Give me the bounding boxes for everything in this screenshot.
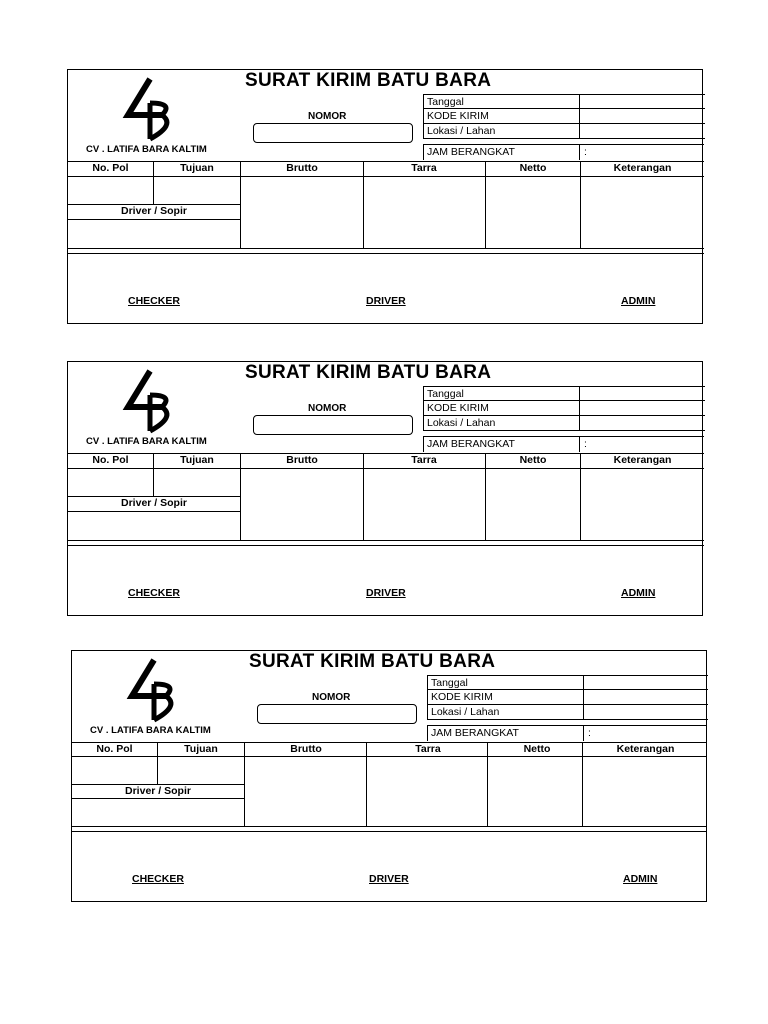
- driver-sopir-label: Driver / Sopir: [125, 785, 191, 797]
- nomor-field[interactable]: [253, 123, 413, 143]
- slip-title: SURAT KIRIM BATU BARA: [249, 651, 496, 672]
- nomor-label: NOMOR: [308, 111, 347, 122]
- col-header-tarra: Tarra: [411, 162, 437, 174]
- admin-signature: ADMIN: [621, 587, 656, 599]
- col-header-no-pol: No. Pol: [92, 454, 129, 466]
- delivery-slip-1: [67, 69, 703, 324]
- nomor-field[interactable]: [253, 415, 413, 435]
- info-row-kode-kirim[interactable]: [424, 109, 705, 124]
- info-label: Tanggal: [427, 388, 464, 400]
- jam-colon: :: [588, 727, 591, 739]
- checker-signature: CHECKER: [128, 295, 180, 307]
- delivery-slip-3: [71, 650, 707, 902]
- info-table: [423, 386, 705, 431]
- info-table: [427, 675, 708, 720]
- col-header-keterangan: Keterangan: [613, 454, 672, 466]
- nomor-label: NOMOR: [312, 692, 351, 703]
- jam-berangkat-label: JAM BERANGKAT: [427, 438, 515, 450]
- col-header-brutto: Brutto: [290, 743, 322, 755]
- col-header-brutto: Brutto: [286, 162, 318, 174]
- admin-signature: ADMIN: [623, 873, 658, 885]
- col-header-no-pol: No. Pol: [96, 743, 133, 755]
- driver-signature: DRIVER: [366, 295, 406, 307]
- info-row-kode-kirim[interactable]: [428, 690, 708, 705]
- col-header-keterangan: Keterangan: [616, 743, 675, 755]
- info-row-tanggal[interactable]: [428, 675, 708, 690]
- driver-sopir-label: Driver / Sopir: [121, 497, 187, 509]
- company-name: CV . LATIFA BARA KALTIM: [90, 725, 211, 736]
- slip-title: SURAT KIRIM BATU BARA: [245, 362, 492, 383]
- admin-signature: ADMIN: [621, 295, 656, 307]
- nomor-label: NOMOR: [308, 403, 347, 414]
- slip-title: SURAT KIRIM BATU BARA: [245, 70, 492, 91]
- info-label: KODE KIRIM: [427, 110, 489, 122]
- company-name: CV . LATIFA BARA KALTIM: [86, 436, 207, 447]
- company-name: CV . LATIFA BARA KALTIM: [86, 144, 207, 155]
- info-row-tanggal[interactable]: [424, 94, 705, 109]
- info-table: [423, 94, 705, 139]
- col-header-keterangan: Keterangan: [613, 162, 672, 174]
- col-header-tarra: Tarra: [415, 743, 441, 755]
- col-header-tarra: Tarra: [411, 454, 437, 466]
- company-logo: [124, 656, 184, 724]
- info-label: Tanggal: [427, 96, 464, 108]
- col-header-brutto: Brutto: [286, 454, 318, 466]
- nomor-field[interactable]: [257, 704, 417, 724]
- info-row-lokasi[interactable]: [424, 124, 705, 139]
- col-header-netto: Netto: [519, 454, 547, 466]
- jam-colon: :: [584, 146, 587, 158]
- info-row-kode-kirim[interactable]: [424, 401, 705, 416]
- info-label: KODE KIRIM: [427, 402, 489, 414]
- col-header-tujuan: Tujuan: [180, 454, 214, 466]
- jam-berangkat-row[interactable]: [423, 144, 704, 160]
- info-row-tanggal[interactable]: [424, 386, 705, 401]
- info-label: KODE KIRIM: [431, 691, 493, 703]
- company-logo: [120, 367, 180, 435]
- info-label: Lokasi / Lahan: [431, 706, 500, 718]
- jam-berangkat-row[interactable]: [427, 725, 707, 741]
- info-row-lokasi[interactable]: [424, 416, 705, 431]
- info-label: Tanggal: [431, 677, 468, 689]
- driver-signature: DRIVER: [366, 587, 406, 599]
- company-logo: [120, 75, 180, 143]
- driver-signature: DRIVER: [369, 873, 409, 885]
- col-header-tujuan: Tujuan: [184, 743, 218, 755]
- info-label: Lokasi / Lahan: [427, 417, 496, 429]
- col-header-tujuan: Tujuan: [180, 162, 214, 174]
- col-header-no-pol: No. Pol: [92, 162, 129, 174]
- jam-berangkat-label: JAM BERANGKAT: [427, 146, 515, 158]
- checker-signature: CHECKER: [128, 587, 180, 599]
- col-header-netto: Netto: [523, 743, 551, 755]
- delivery-slip-2: [67, 361, 703, 616]
- jam-berangkat-label: JAM BERANGKAT: [431, 727, 519, 739]
- info-row-lokasi[interactable]: [428, 705, 708, 720]
- info-label: Lokasi / Lahan: [427, 125, 496, 137]
- jam-colon: :: [584, 438, 587, 450]
- jam-berangkat-row[interactable]: [423, 436, 704, 452]
- checker-signature: CHECKER: [132, 873, 184, 885]
- col-header-netto: Netto: [519, 162, 547, 174]
- driver-sopir-label: Driver / Sopir: [121, 205, 187, 217]
